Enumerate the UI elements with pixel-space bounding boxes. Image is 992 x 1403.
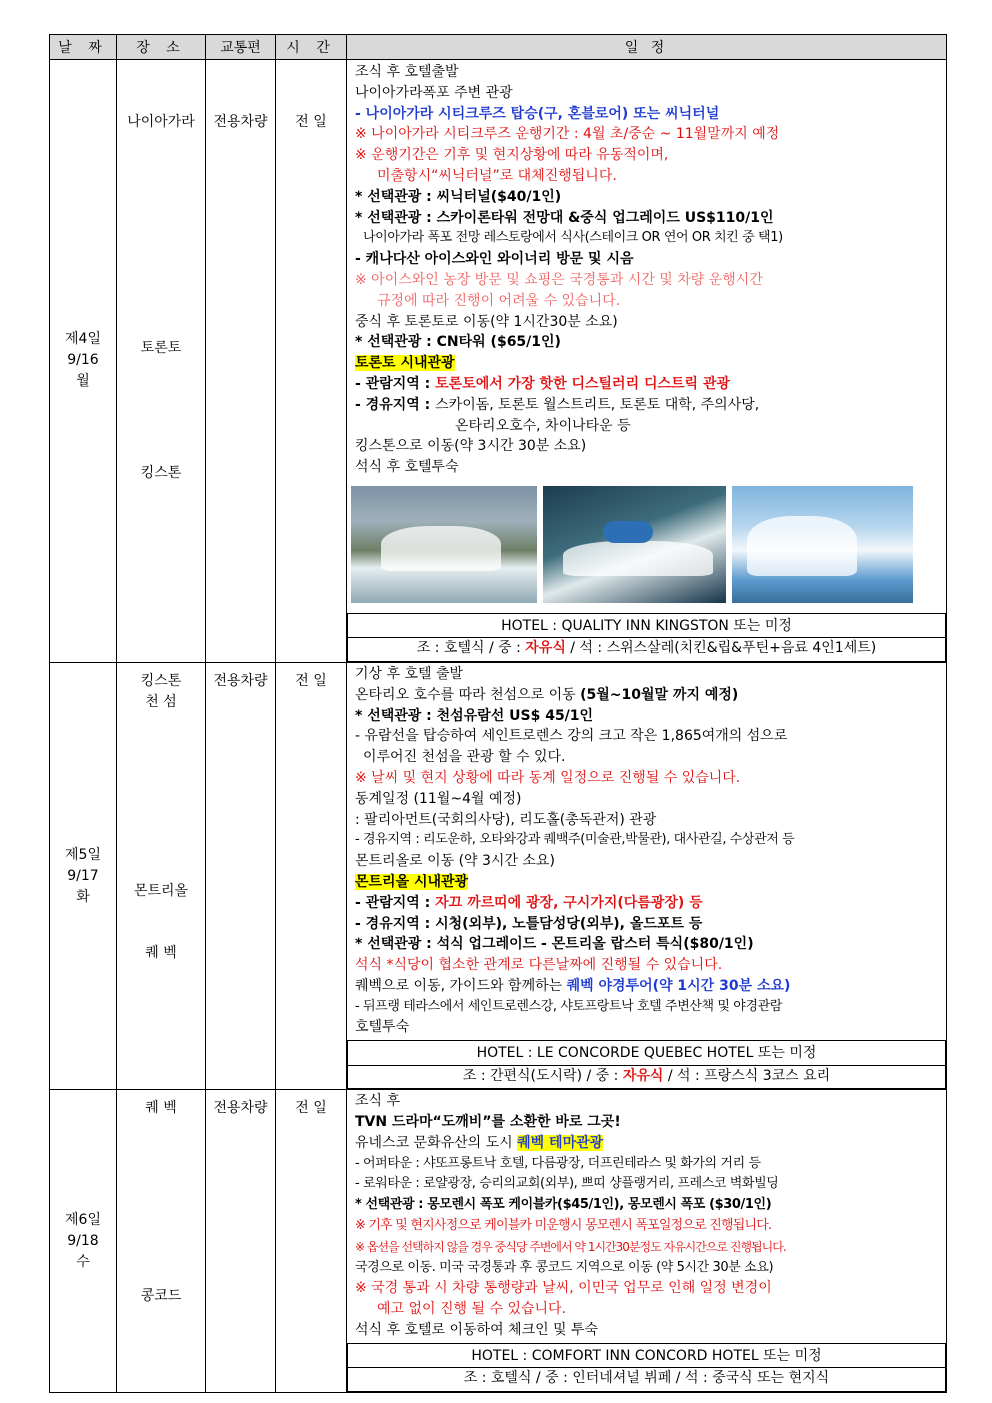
label: - 관람지역 : <box>355 894 436 911</box>
place-name: 나이아가라 <box>127 114 195 130</box>
place-name: 퀘 벡 <box>145 944 177 961</box>
day-date: 9/17 <box>67 867 99 884</box>
schedule-line: 유네스코 문화유산의 도시 <box>355 1134 518 1151</box>
schedule-line: 이루어진 천섬을 관광 할 수 있다. <box>363 749 566 766</box>
schedule-line: - 나이아가라 시티크루즈 탑승(구, 혼블로어) 또는 씨닉터널 <box>355 105 720 122</box>
schedule-line: 몬트리올로 이동 (약 3시간 소요) <box>355 853 555 870</box>
label: - 경유지역 : <box>355 396 436 413</box>
notice-line: 규정에 따라 진행이 어려울 수 있습니다. <box>377 292 621 309</box>
schedule-cell <box>347 662 947 1089</box>
period-text: (5월~10월말 까지 예정) <box>580 686 739 703</box>
transport-cell <box>206 60 276 663</box>
niagara-horseshoe-falls-photo <box>351 486 537 603</box>
meals-line: 조 : 호텔식 / 중 : 인터네셔널 뷔페 / 석 : 중국식 또는 현지식 <box>348 1368 946 1392</box>
day-number: 제6일 <box>65 1211 101 1228</box>
schedule-line: - 뒤프랭 테라스에서 세인트로렌스강, 샤토프랑트낙 호텔 주변산책 및 야경관람 <box>355 998 782 1014</box>
schedule-line: 국경으로 이동. 미국 국경통과 후 콩코드 지역으로 이동 (약 5시간 30분 소요) <box>355 1259 774 1275</box>
day-weekday: 수 <box>76 1253 90 1270</box>
transport-text: 전용차량 <box>213 1100 268 1117</box>
option-line: * 선택관광 : 석식 업그레이드 - 몬트리올 랍스터 특식($80/1인) <box>355 936 754 953</box>
place-cell <box>117 1090 206 1393</box>
schedule-line: 킹스톤으로 이동(약 3시간 30분 소요) <box>355 438 587 455</box>
schedule-line: - 경유지역 : 시청(외부), 노틀담성당(외부), 올드포트 등 <box>355 915 703 932</box>
section-title: 토론토 시내관광 <box>355 355 455 372</box>
schedule-line: 석식 후 호텔투숙 <box>355 459 459 476</box>
day-row-6 <box>50 1090 947 1393</box>
schedule-line: - 유람선을 탑승하여 세인트로렌스 강의 크고 작은 1,865여개의 섬으로 <box>355 728 788 745</box>
section-title: 퀘벡 테마관광 <box>517 1134 604 1151</box>
notice-line: 석식 *식당이 협소한 관계로 다른날짜에 진행될 수 있습니다. <box>355 957 723 974</box>
day-weekday: 화 <box>76 888 90 905</box>
schedule-line: 온타리오 호수를 따라 천섬으로 이동 <box>355 686 581 703</box>
itinerary-table <box>49 34 947 1393</box>
transport-text: 전용차량 <box>213 114 268 130</box>
day-weekday: 월 <box>76 373 90 390</box>
place-name: 퀘 벡 <box>145 1100 177 1117</box>
day-label-cell <box>50 1090 117 1393</box>
notice-line: 예고 없이 진행 될 수 있습니다. <box>377 1301 566 1318</box>
notice-line: ※ 기후 및 현지사정으로 케이블카 미운행시 몽모렌시 폭포일정으로 진행됩니다. <box>355 1218 772 1234</box>
highlight-text: 토론토에서 가장 핫한 디스틸러리 디스트릭 관광 <box>435 375 730 392</box>
notice-line: ※ 나이아가라 시티크루즈 운행기간 : 4월 초/중순 ~ 11월말까지 예정 <box>355 126 780 143</box>
time-cell <box>276 662 347 1089</box>
schedule-line: 호텔투숙 <box>355 1019 410 1036</box>
schedule-line: - 어퍼타운 : 샤또프롱트낙 호텔, 다름광장, 더프린테라스 및 화가의 거리 등 <box>355 1155 761 1171</box>
option-line: * 선택관광 : 스카이론타워 전망대 &중식 업그레이드 US$110/1인 <box>355 209 774 226</box>
transport-cell <box>206 1090 276 1393</box>
duration-text: (약 1시간 30분 소요) <box>652 977 791 994</box>
notice-line: 미출항시“씨닉터널”로 대체진행됩니다. <box>377 167 617 184</box>
notice-line: ※ 운행기간은 기후 및 현지상황에 따라 유동적이며, <box>355 147 669 164</box>
day-label-cell <box>50 662 117 1089</box>
header-row <box>50 35 947 60</box>
day-row-5 <box>50 662 947 1089</box>
highlight-text: 퀘벡 야경투어 <box>566 977 653 994</box>
via-text: 스카이돔, 토론토 월스트리트, 토론토 대학, 주의사당, <box>435 396 760 413</box>
meals-line: 조 : 호텔식 / 중 : 자유식 / 석 : 스위스살레(치킨&립&푸틴+음료 4인1세트) <box>348 638 946 662</box>
place-cell <box>117 662 206 1089</box>
time-text: 전 일 <box>295 1100 327 1117</box>
day-label-cell <box>50 60 117 663</box>
option-line: * 선택관광 : 천섬유람선 US$ 45/1인 <box>355 707 594 724</box>
photo-strip <box>347 480 946 613</box>
option-line: * 선택관광 : CN타워 ($65/1인) <box>355 334 561 351</box>
via-text: 온타리오호수, 차이나타운 등 <box>455 417 631 434</box>
schedule-line: - 캐나다산 아이스와인 와이너리 방문 및 시음 <box>355 251 634 268</box>
schedule-line: - 경유지역 : 리도운하, 오타와강과 퀘백주(미술관,박물관), 대사관길, 수상관저 등 <box>355 832 795 848</box>
transport-cell <box>206 662 276 1089</box>
schedule-line: 퀘벡으로 이동, 가이드와 함께하는 <box>355 977 567 994</box>
schedule-line: 조식 후 호텔출발 <box>355 64 459 80</box>
schedule-cell <box>347 60 947 663</box>
time-text: 전 일 <box>295 114 327 130</box>
option-line: * 선택관광 : 몽모렌시 폭포 케이블카($45/1인), 몽모렌시 폭포 ($30/1인) <box>355 1197 772 1213</box>
place-name: 천 섬 <box>145 693 177 710</box>
day-date: 9/18 <box>67 1232 99 1249</box>
place-name: 토론토 <box>140 340 182 356</box>
notice-line: ※ 날씨 및 현지 상황에 따라 동계 일정으로 진행될 수 있습니다. <box>355 769 741 786</box>
day-row-4 <box>50 60 947 663</box>
schedule-line: 동계일정 (11월~4월 예정) <box>355 790 522 807</box>
transport-text: 전용차량 <box>213 672 268 689</box>
header-date: 날 짜 <box>50 35 117 60</box>
header-schedule: 일 정 <box>347 35 947 60</box>
time-cell <box>276 1090 347 1393</box>
schedule-line: 조식 후 <box>355 1093 401 1110</box>
schedule-line: 기상 후 호텔 출발 <box>355 665 464 682</box>
place-name: 콩코드 <box>140 1288 182 1305</box>
notice-line: ※ 옵션을 선택하지 않을 경우 중식당 주변에서 약 1시간30분정도 자유시간으로 진행됩니다. <box>355 1239 786 1254</box>
schedule-line: 나이아가라폭포 주변 관광 <box>355 84 513 101</box>
highlight-text: 자끄 까르띠에 광장, 구시가지(다름광장) 등 <box>435 894 703 911</box>
header-transport: 교통편 <box>206 35 276 60</box>
header-place: 장 소 <box>117 35 206 60</box>
time-text: 전 일 <box>295 672 327 689</box>
notice-line: ※ 국경 통과 시 차량 통행량과 날씨, 이민국 업무로 인해 일정 변경이 <box>355 1280 772 1297</box>
day-number: 제4일 <box>65 331 101 348</box>
header-time: 시 간 <box>276 35 347 60</box>
option-line: * 선택관광 : 씨닉터널($40/1인) <box>355 188 562 205</box>
schedule-line: - 로워타운 : 로얄광장, 승리의교회(외부), 쁘띠 샹플랭거리, 프레스코 벽화빌딩 <box>355 1176 779 1192</box>
place-name: 킹스톤 <box>140 672 182 689</box>
label: - 관람지역 : <box>355 375 436 392</box>
day-date: 9/16 <box>67 352 99 369</box>
place-name: 몬트리올 <box>133 882 189 899</box>
schedule-line: TVN 드라마“도깨비”를 소환한 바로 그곳! <box>355 1114 621 1131</box>
schedule-cell <box>347 1090 947 1393</box>
notice-line: ※ 아이스와인 농장 방문 및 쇼핑은 국경통과 시간 및 차량 운행시간 <box>355 271 763 288</box>
section-title: 몬트리올 시내관광 <box>355 873 469 890</box>
hotel-line: HOTEL : COMFORT INN CONCORD HOTEL 또는 미정 <box>348 1343 946 1368</box>
hotel-line: HOTEL : QUALITY INN KINGSTON 또는 미정 <box>348 613 946 638</box>
place-cell <box>117 60 206 663</box>
schedule-line: 중식 후 토론토로 이동(약 1시간30분 소요) <box>355 313 618 330</box>
schedule-line: 나이아가라 폭포 전망 레스토랑에서 식사(스테이크 OR 연어 OR 치킨 중 택1) <box>363 230 783 246</box>
helicopter-over-falls-photo <box>543 486 726 603</box>
time-cell <box>276 60 347 663</box>
meals-line: 조 : 간편식(도시락) / 중 : 자유식 / 석 : 프랑스식 3코스 요리 <box>348 1065 946 1089</box>
schedule-line: 석식 후 호텔로 이동하여 체크인 및 투숙 <box>355 1322 599 1339</box>
day-number: 제5일 <box>65 846 101 863</box>
hotel-line: HOTEL : LE CONCORDE QUEBEC HOTEL 또는 미정 <box>348 1041 946 1066</box>
place-name: 킹스톤 <box>140 465 182 481</box>
niagara-falls-blue-sky-photo <box>732 486 913 603</box>
schedule-line: : 팔리아먼트(국회의사당), 리도홀(총독관저) 관광 <box>355 811 657 828</box>
